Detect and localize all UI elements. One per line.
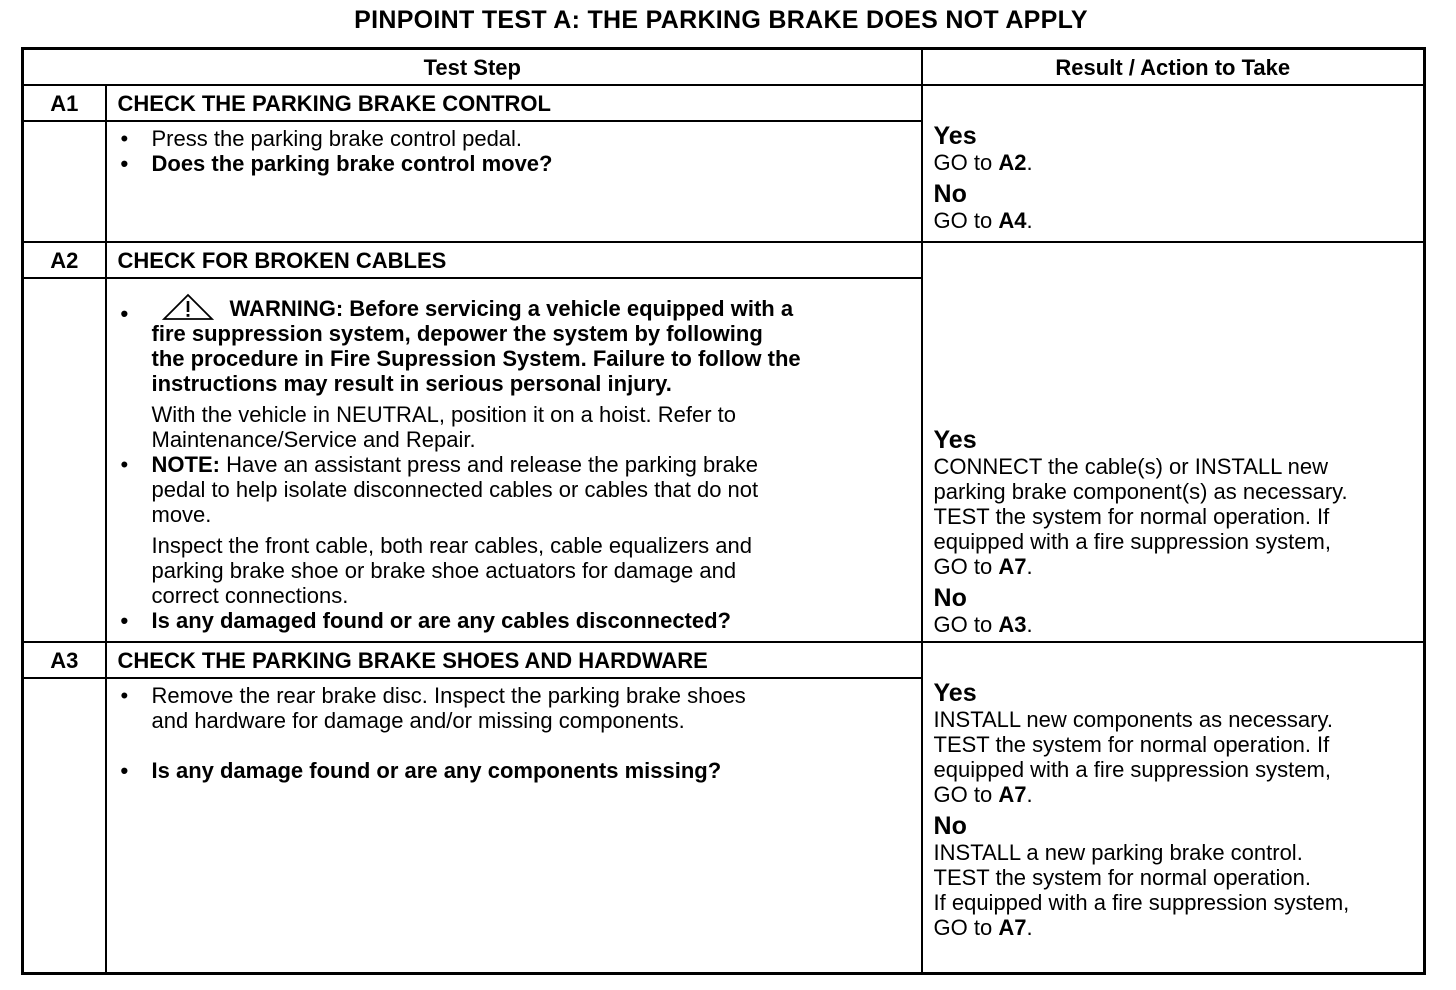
step-id-a2: A2: [23, 242, 106, 278]
instruction-line: parking brake shoe or brake shoe actuators for damage and: [151, 558, 737, 583]
note-label: NOTE:: [151, 452, 220, 477]
result-a1: Yes GO to A2. No GO to A4.: [922, 85, 1425, 242]
blank-id-cell: [23, 678, 106, 974]
question-text: Is any damaged found or are any cables disconnected?: [151, 608, 731, 633]
result-text: GO to: [933, 208, 999, 233]
table-header-row: [23, 49, 1425, 86]
result-text: INSTALL a new parking brake control.: [933, 840, 1303, 865]
instruction-line: correct connections.: [151, 583, 349, 608]
instruction-line: Inspect the front cable, both rear cables, cable equalizers and: [151, 533, 752, 558]
instruction-line: Maintenance/Service and Repair.: [151, 427, 476, 452]
step-id-a1: A1: [23, 85, 106, 121]
warning-block: • WARNING: Before servicing a vehicle equipped with a fire suppression system, depower the system by following the procedure in Fire Supression System. Failure to follow the instructions may result in serious personal injury.: [117, 293, 911, 396]
step-body-a1: • Press the parking brake control pedal. • Does the parking brake control move?: [106, 121, 922, 242]
warning-triangle-icon: [162, 293, 214, 321]
header-result-action: Result / Action to Take: [922, 49, 1425, 86]
result-text: parking brake component(s) as necessary.: [933, 479, 1348, 504]
result-a3: Yes INSTALL new components as necessary. TEST the system for normal operation. If equipped with a fire suppression system, GO to A7. No INSTALL a new parking brake control. TEST the system for normal operation. If equipped with a fire suppression system, GO to A7.: [922, 642, 1425, 974]
step-a3-header-row: [23, 642, 1425, 678]
result-text: equipped with a fire suppression system,: [933, 757, 1331, 782]
result-text: GO to: [933, 782, 999, 807]
step-heading-a3: CHECK THE PARKING BRAKE SHOES AND HARDWARE: [106, 642, 922, 678]
step-link-a4[interactable]: A4: [998, 208, 1027, 233]
question-text: Does the parking brake control move?: [151, 151, 553, 176]
instruction-line: With the vehicle in NEUTRAL, position it on a hoist. Refer to: [151, 402, 736, 427]
result-text: TEST the system for normal operation.: [933, 865, 1311, 890]
step-link-a7[interactable]: A7: [998, 915, 1027, 940]
yes-label: Yes: [933, 426, 977, 454]
step-link-a7[interactable]: A7: [998, 554, 1027, 579]
instruction-text: [117, 533, 911, 608]
result-a2: Yes CONNECT the cable(s) or INSTALL new parking brake component(s) as necessary. TEST the system for normal operation. If equipped with a fire suppression system, GO to A7. No GO to A3.: [922, 242, 1425, 642]
step-id-a3: A3: [23, 642, 106, 678]
step-body-a2: • WARNING: Before servicing a vehicle equipped with a fire suppression system, depower the system by following the procedure in Fire Supression System. Failure to follow the instructions may result in serious personal injury. With the vehicle in NEUTRAL, position it on a hoist. Refer to Maintenance/Service and Repair. • NOTE: Have an assistant press and release the parking brake pedal to help isolate disconnected cables or cables that do not move. Inspect the front cable, both rear cables, cable equalizers and parking brake shoe or brake shoe actuators for damage and correct connections. • Is any damaged found or are any cables disconnected?: [106, 278, 922, 642]
step-link-a7[interactable]: A7: [998, 782, 1027, 807]
step-heading-a1: CHECK THE PARKING BRAKE CONTROL: [106, 85, 922, 121]
instruction-text: [117, 402, 911, 452]
no-label: No: [933, 812, 967, 840]
step-link-a3[interactable]: A3: [998, 612, 1027, 637]
instruction-text: Press the parking brake control pedal.: [151, 126, 523, 151]
page-title: PINPOINT TEST A: THE PARKING BRAKE DOES NOT APPLY: [354, 6, 1088, 34]
warning-text: instructions may result in serious personal injury.: [151, 371, 672, 396]
result-text: GO to: [933, 915, 999, 940]
blank-id-cell: [23, 278, 106, 642]
result-text: TEST the system for normal operation. If: [933, 504, 1330, 529]
result-text: CONNECT the cable(s) or INSTALL new: [933, 454, 1329, 479]
result-text: GO to: [933, 554, 999, 579]
yes-label: Yes: [933, 122, 977, 150]
result-text: GO to: [933, 612, 999, 637]
pinpoint-test-table: [21, 47, 1426, 975]
result-text: TEST the system for normal operation. If: [933, 732, 1330, 757]
result-text: equipped with a fire suppression system,: [933, 529, 1331, 554]
step-a2-header-row: [23, 242, 1425, 278]
yes-label: Yes: [933, 679, 977, 707]
result-text: GO to: [933, 150, 999, 175]
step-a1-header-row: [23, 85, 1425, 121]
question-text: Is any damage found or are any components missing?: [151, 758, 722, 783]
result-text: If equipped with a fire suppression system,: [933, 890, 1350, 915]
instruction-text: and hardware for damage and/or missing components.: [151, 708, 685, 733]
step-body-a3: • Remove the rear brake disc. Inspect the parking brake shoes and hardware for damage and/or missing components. • Is any damage found or are any components missing?: [106, 678, 922, 974]
note-text: move.: [151, 502, 212, 527]
note-text: pedal to help isolate disconnected cables or cables that do not: [151, 477, 759, 502]
note-block: • NOTE: Have an assistant press and release the parking brake pedal to help isolate disconnected cables or cables that do not move.: [120, 452, 759, 527]
header-test-step: Test Step: [23, 49, 922, 86]
note-text: Have an assistant press and release the parking brake: [219, 452, 759, 477]
warning-text: the procedure in Fire Supression System. Failure to follow the: [151, 346, 801, 371]
result-text: INSTALL new components as necessary.: [933, 707, 1333, 732]
warning-text: WARNING: Before servicing a vehicle equipped with a: [229, 296, 794, 321]
no-label: No: [933, 584, 967, 612]
no-label: No: [933, 180, 967, 208]
warning-text: fire suppression system, depower the system by following: [151, 321, 763, 346]
step-heading-a2: CHECK FOR BROKEN CABLES: [106, 242, 922, 278]
blank-id-cell: [23, 121, 106, 242]
instruction-text: Remove the rear brake disc. Inspect the parking brake shoes: [151, 683, 746, 708]
step-link-a2[interactable]: A2: [998, 150, 1027, 175]
